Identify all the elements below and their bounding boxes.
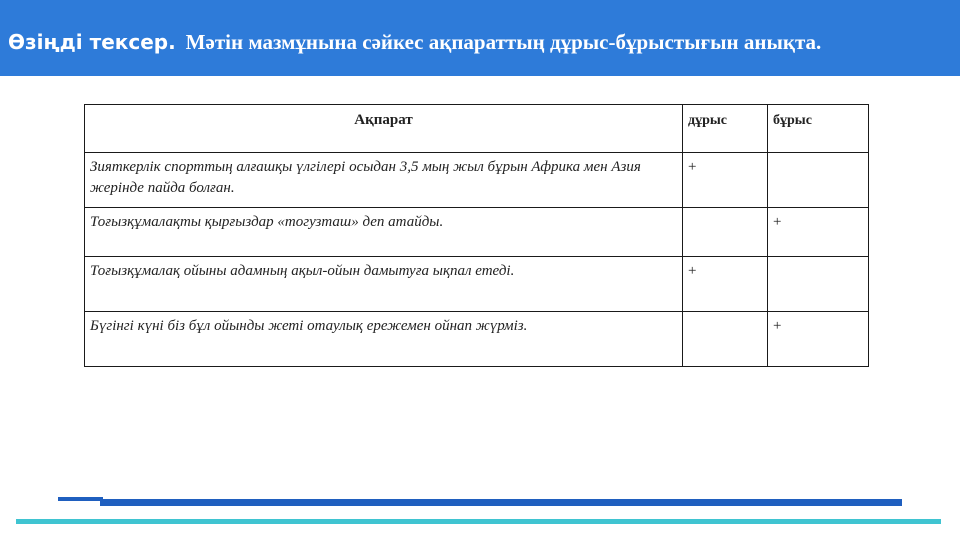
table-row [85, 153, 869, 208]
banner-instruction: Мәтін мазмұнына сәйкес ақпараттың дұрыс-бұрыстығын анықта. [185, 30, 822, 54]
true-mark-cell [683, 312, 768, 367]
decorative-line-blue [100, 499, 902, 506]
true-mark-cell: + [683, 153, 768, 208]
decorative-line-teal [16, 519, 941, 524]
header-banner [0, 0, 960, 76]
true-mark-cell: + [683, 257, 768, 312]
table-row [85, 208, 869, 257]
false-mark-cell: + [768, 208, 869, 257]
table-row [85, 312, 869, 367]
false-mark-cell: + [768, 312, 869, 367]
statement-cell: Бүгінгі күні біз бұл ойынды жеті отаулық ережемен ойнап жүрміз. [85, 312, 683, 367]
header-false: бұрыс [768, 105, 869, 153]
header-true: дұрыс [683, 105, 768, 153]
header-info: Ақпарат [85, 105, 683, 153]
statement-cell: Тоғызқұмалақ ойыны адамның ақыл-ойын дамытуға ықпал етеді. [85, 257, 683, 312]
true-mark-cell [683, 208, 768, 257]
false-mark-cell [768, 153, 869, 208]
table-header-row [85, 105, 869, 153]
true-false-table [84, 104, 869, 367]
banner-title [8, 26, 908, 58]
decorative-line-blue-left [58, 497, 103, 501]
statement-cell: Зияткерлік спорттың алғашқы үлгілері осыдан 3,5 мың жыл бұрын Африка мен Азия жерінде пайда болған. [85, 153, 683, 208]
statement-cell: Тоғызқұмалақты қырғыздар «тогузташ» деп атайды. [85, 208, 683, 257]
banner-lead: Өзіңді тексер. [8, 30, 176, 54]
table-row [85, 257, 869, 312]
false-mark-cell [768, 257, 869, 312]
